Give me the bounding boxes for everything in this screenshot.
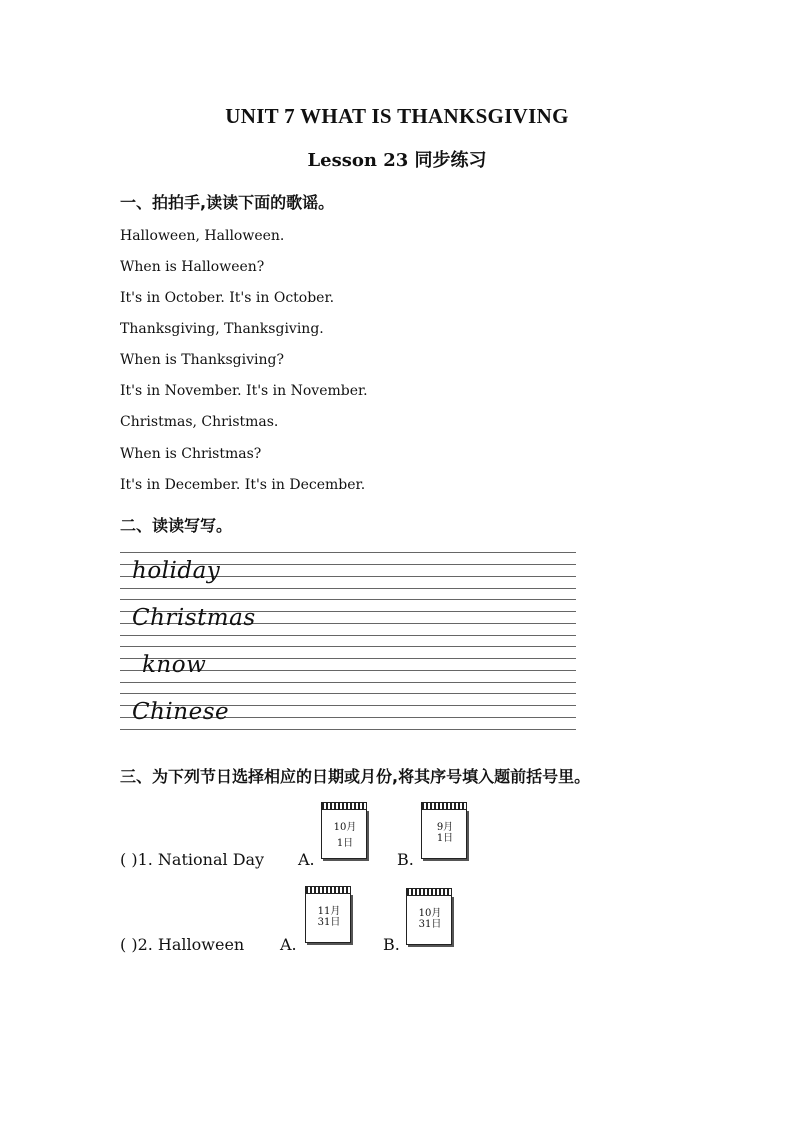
ruled-line xyxy=(120,635,576,636)
calendar-day: 31日 xyxy=(418,919,442,930)
rhyme-line: It's in October. It's in October. xyxy=(120,290,335,306)
calendar-month: 9月 xyxy=(436,822,454,833)
handwritten-word: Chinese xyxy=(132,699,230,725)
handwritten-word: Christmas xyxy=(132,605,256,631)
handwritten-word: holiday xyxy=(132,558,221,584)
ruled-line xyxy=(120,682,576,683)
calendar-icon-option-a xyxy=(305,886,351,944)
rhyme-line: It's in November. It's in November. xyxy=(120,383,368,399)
page-subtitle: Lesson 23 同步练习 xyxy=(307,150,487,171)
option-a-label: A. xyxy=(298,850,315,869)
ruled-line xyxy=(120,588,576,589)
question-text: ( )1. National Day xyxy=(120,850,265,869)
option-a-label: A. xyxy=(280,935,297,954)
rhyme-line: Christmas, Christmas. xyxy=(120,414,279,430)
question-text: ( )2. Halloween xyxy=(120,935,245,954)
ruled-line xyxy=(120,693,576,694)
rhyme-line: Halloween, Halloween. xyxy=(120,228,285,244)
section-heading-match: 三、为下列节日选择相应的日期或月份,将其序号填入题前括号里。 xyxy=(120,767,591,786)
handwriting-lines xyxy=(120,552,576,740)
calendar-month: 10月 xyxy=(333,822,357,833)
option-b-label: B. xyxy=(383,935,400,954)
calendar-month: 10月 xyxy=(418,908,442,919)
calendar-day: 31日 xyxy=(317,917,341,928)
calendar-day: 1日 xyxy=(436,833,454,844)
ruled-line xyxy=(120,599,576,600)
calendar-icon-option-b xyxy=(421,802,467,860)
rhyme-line: It's in December. It's in December. xyxy=(120,477,366,493)
ruled-line xyxy=(120,646,576,647)
rhyme-line: Thanksgiving, Thanksgiving. xyxy=(120,321,324,337)
rhyme-line: When is Thanksgiving? xyxy=(120,352,284,368)
calendar-icon-option-b xyxy=(406,888,452,946)
rhyme-line: When is Halloween? xyxy=(120,259,265,275)
rhyme-line: When is Christmas? xyxy=(120,446,262,462)
section-heading-write: 二、读读写写。 xyxy=(120,516,233,535)
calendar-month: 11月 xyxy=(317,906,341,917)
calendar-icon-option-a xyxy=(321,802,367,860)
calendar-day: 1日 xyxy=(336,838,354,849)
option-b-label: B. xyxy=(397,850,414,869)
ruled-line xyxy=(120,729,576,730)
section-heading-rhyme: 一、拍拍手,读读下面的歌谣。 xyxy=(120,193,335,212)
handwritten-word: know xyxy=(142,652,207,678)
page-title: UNIT 7 WHAT IS THANKSGIVING xyxy=(225,104,569,128)
ruled-line xyxy=(120,552,576,553)
